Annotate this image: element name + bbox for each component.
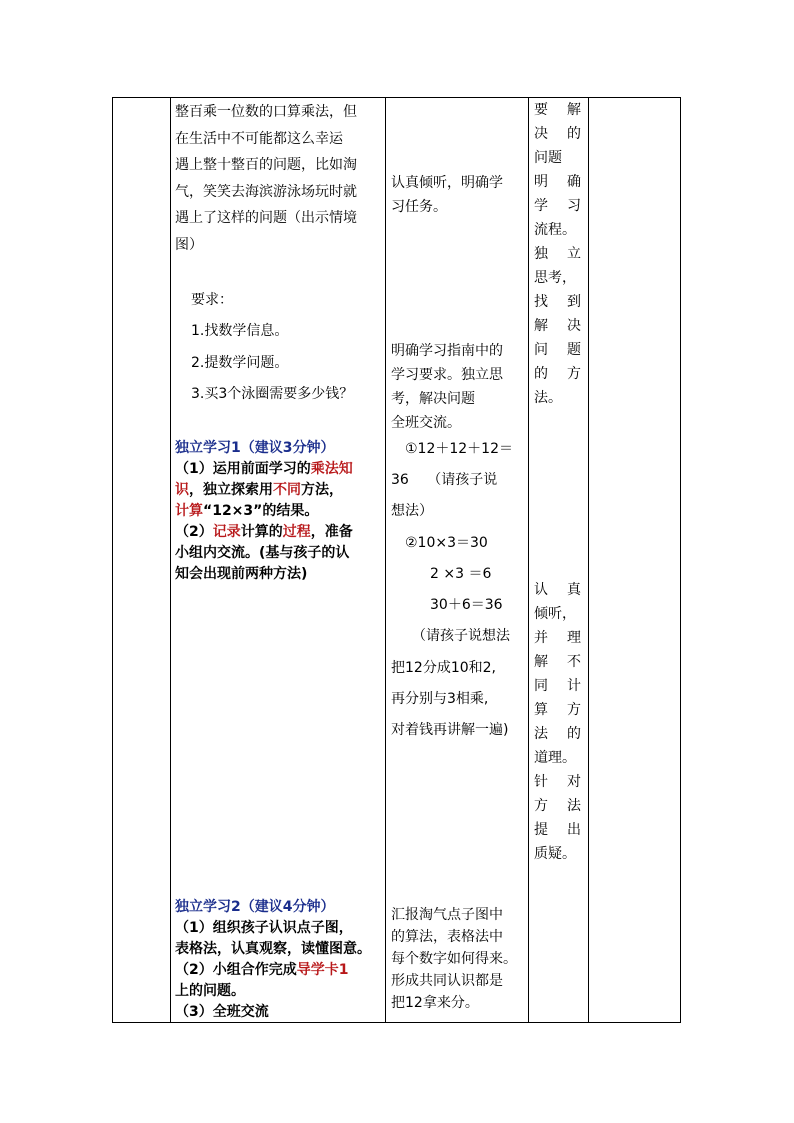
method-2-line: （请孩子说想法: [412, 628, 510, 644]
study-section-1: [175, 438, 353, 585]
table-divider-3: [528, 97, 529, 1023]
text-line: 考，解决问题: [391, 391, 475, 407]
study-1-line: （1）运用前面学习的乘法知: [175, 461, 353, 477]
study-2-line: （3）全班交流: [175, 1004, 269, 1020]
text-line: 独 立: [534, 246, 581, 262]
method-2-line: 对着钱再讲解一遍): [391, 722, 509, 738]
study-1-line: 计算“12×3”的结果。: [175, 503, 319, 519]
table-border-left: [112, 97, 113, 1023]
study-1-line: 知会出现前两种方法): [175, 566, 308, 582]
requirement-item: 2.提数学问题。: [191, 355, 289, 371]
study-2-line: （2）小组合作完成导学卡1: [175, 962, 349, 978]
table-divider-4: [588, 97, 589, 1023]
requirement-item: 3.买3个泳圈需要多少钱？: [191, 386, 354, 402]
text-line: 方 法: [534, 798, 581, 814]
study-2-line: 上的问题。: [175, 983, 245, 999]
intro-line: 整百乘一位数的口算乘法，但: [175, 104, 357, 120]
requirement-item: 1.找数学信息。: [191, 323, 289, 339]
student-activity-1: [391, 171, 503, 219]
method-2-line: 把12分成10和2,: [391, 660, 496, 676]
study-1-line: 识，独立探索用不同方法，: [175, 482, 343, 498]
study-2-title: 独立学习2（建议4分钟）: [175, 899, 335, 915]
method-2-line: ②10×3＝30: [405, 535, 488, 551]
text-line: 并 理: [534, 630, 581, 646]
student-activity-3: [391, 904, 517, 1014]
table-border-right: [680, 97, 681, 1023]
text-line: 思考，: [534, 270, 576, 286]
text-line: 问 题: [534, 342, 581, 358]
study-1-title: 独立学习1（建议3分钟）: [175, 440, 335, 456]
study-1-line: 小组内交流。(基与孩子的认: [175, 545, 350, 561]
text-line: 法。: [534, 390, 562, 406]
text-line: 每个数字如何得来。: [391, 951, 517, 967]
method-2-line: 再分别与3相乘,: [391, 691, 489, 707]
text-line: 解 决: [534, 318, 581, 334]
text-line: 流程。: [534, 222, 576, 238]
intro-line: 气，笑笑去海滨游泳场玩时就: [175, 183, 357, 200]
text-line: 认 真: [534, 582, 581, 598]
text-line: 法 的: [534, 726, 581, 742]
intro-paragraph: [175, 99, 357, 258]
text-line: 同 计: [534, 678, 581, 694]
text-line: 习任务。: [391, 199, 447, 215]
text-line: 认真倾听，明确学: [391, 175, 503, 191]
intro-line: 在生活中不可能都这么幸运: [175, 130, 343, 147]
requirements-title: 要求：: [191, 292, 233, 308]
study-2-line: （1）组织孩子认识点子图，: [175, 920, 353, 936]
text-line: 形成共同认识都是: [391, 973, 503, 989]
text-line: 明 确: [534, 174, 581, 190]
study-2-line: 表格法，认真观察，读懂图意。: [175, 941, 371, 957]
method-1-line: 想法）: [391, 503, 433, 519]
text-line: 问题: [534, 150, 562, 166]
text-line: 质疑。: [534, 846, 576, 862]
text-line: 的 方: [534, 366, 581, 382]
table-border-top: [112, 97, 681, 98]
method-1-line: ①12＋12＋12＝: [405, 441, 513, 457]
text-line: 决 的: [534, 126, 581, 142]
text-line: 学习要求。独立思: [391, 367, 503, 383]
method-2-line: 30＋6＝36: [430, 597, 503, 613]
text-line: 提 出: [534, 822, 581, 838]
text-line: 的算法，表格法中: [391, 929, 503, 945]
student-activity-2: [391, 339, 503, 435]
text-line: 把12拿来分。: [391, 995, 479, 1011]
intro-line: 图）: [175, 236, 203, 253]
text-line: 要 解: [534, 102, 581, 118]
text-line: 解 不: [534, 654, 581, 670]
text-line: 算 方: [534, 702, 581, 718]
text-line: 道理。: [534, 750, 576, 766]
text-line: 全班交流。: [391, 415, 461, 431]
table-divider-1: [170, 97, 171, 1023]
text-line: 明确学习指南中的: [391, 343, 503, 359]
text-line: 针 对: [534, 774, 581, 790]
text-line: 汇报淘气点子图中: [391, 907, 503, 923]
intro-line: 遇上了这样的问题（出示情境: [175, 210, 357, 226]
study-1-line: （2）记录计算的过程，准备: [175, 524, 353, 540]
intro-line: 遇上整十整百的问题，比如淘: [175, 157, 357, 173]
method-2-line: 2 ×3 ＝6: [430, 566, 492, 582]
text-line: 学 习: [534, 198, 581, 214]
table-divider-2: [385, 97, 386, 1023]
text-line: 倾听，: [534, 606, 576, 622]
text-line: 找 到: [534, 294, 581, 310]
study-section-2: [175, 897, 371, 1023]
method-1-line: 36 （请孩子说: [391, 472, 498, 488]
